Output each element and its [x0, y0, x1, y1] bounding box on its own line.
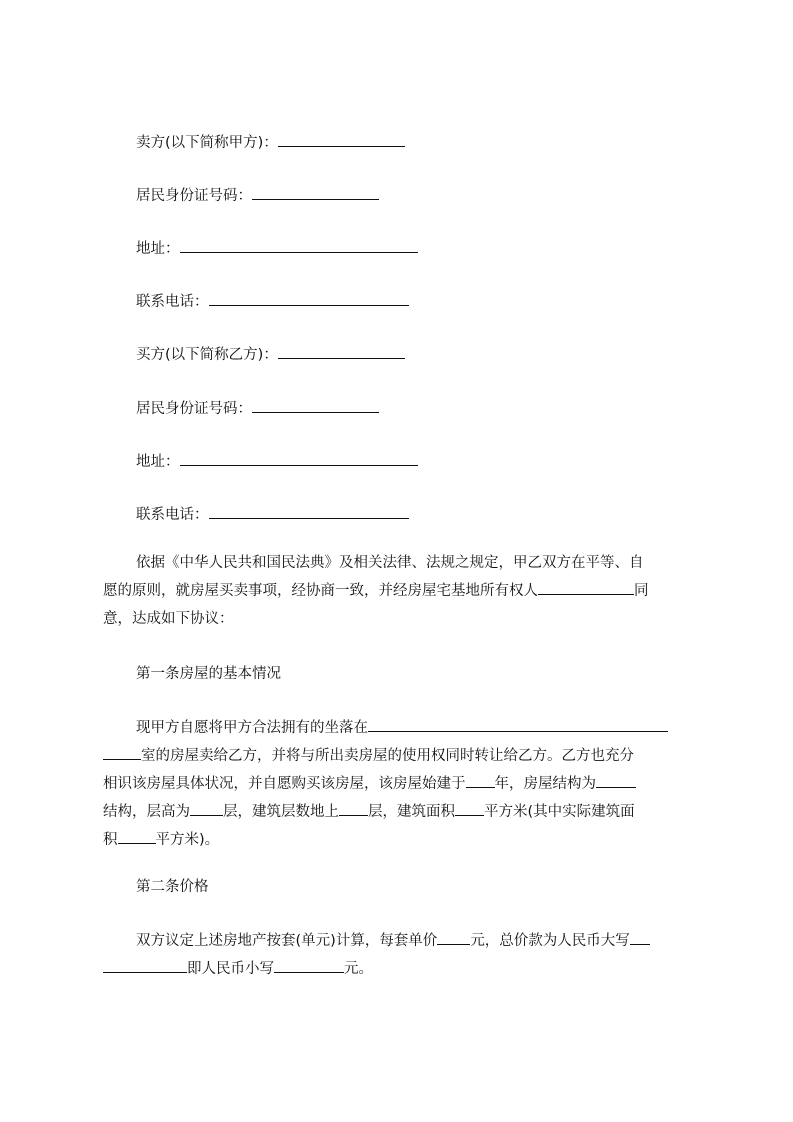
- article1-line-2: [103, 742, 700, 770]
- buyer-address-label: 地址：: [136, 454, 180, 470]
- seller-phone-blank[interactable]: [209, 291, 409, 306]
- seller-id-line: [136, 185, 379, 206]
- buyer-id-blank[interactable]: [252, 398, 379, 413]
- seller-phone-label: 联系电话：: [136, 294, 209, 310]
- price-words-blank[interactable]: [630, 930, 650, 945]
- buyer-id-label: 居民身份证号码：: [136, 401, 252, 417]
- year-built-blank[interactable]: [466, 773, 495, 788]
- price-words-blank-cont[interactable]: [103, 958, 187, 973]
- article1-line-5-a: 积: [103, 832, 118, 848]
- seller-address-label: 地址：: [136, 241, 180, 257]
- article1-line-3-text: 相识该房屋具体状况，并自愿购买该房屋，该房屋始建于: [103, 776, 466, 792]
- intro-line-2-text: 愿的原则，就房屋买卖事项，经协商一致，并经房屋宅基地所有权人: [103, 583, 538, 599]
- article1-line-4-a: 结构，层高为: [103, 804, 190, 820]
- seller-id-blank[interactable]: [252, 185, 379, 200]
- article2-line-2: [103, 955, 700, 983]
- intro-line-3: 意，达成如下协议：: [103, 611, 234, 627]
- article1-title: 第一条房屋的基本情况: [136, 666, 281, 682]
- article2-line-2-c: 元。: [344, 961, 373, 977]
- article1-line-1: [103, 714, 700, 742]
- unit-price-blank[interactable]: [437, 930, 470, 945]
- article1-line-4-d: 平方米(其中实际建筑面: [484, 804, 635, 820]
- location-blank[interactable]: [368, 717, 668, 732]
- intro-line-1: 依据《中华人民共和国民法典》及相关法律、法规之规定，甲乙双方在平等、自: [136, 555, 644, 571]
- article2-line-1-b: 元，总价款为人民币大写: [470, 933, 630, 949]
- intro-paragraph: [103, 549, 700, 633]
- seller-line: [136, 132, 405, 153]
- intro-line-2: [103, 577, 700, 605]
- article1-line-2-text: 室的房屋卖给乙方，并将与所出卖房屋的使用权同时转让给乙方。乙方也充分: [141, 748, 634, 764]
- buyer-phone-line: [136, 504, 409, 525]
- article2-line-1: [103, 927, 700, 955]
- seller-id-label: 居民身份证号码：: [136, 188, 252, 204]
- price-figures-blank[interactable]: [274, 958, 344, 973]
- actual-area-blank[interactable]: [118, 829, 156, 844]
- floor-height-blank[interactable]: [190, 801, 223, 816]
- article1-line-1-text: 现甲方自愿将甲方合法拥有的坐落在: [136, 720, 368, 736]
- buyer-id-line: [136, 398, 379, 419]
- seller-address-blank[interactable]: [180, 238, 418, 253]
- article1-line-5-b: 平方米)。: [155, 832, 220, 848]
- article1-paragraph: [103, 714, 700, 854]
- article1-line-4: [103, 798, 700, 826]
- floor-area-blank[interactable]: [455, 801, 484, 816]
- buyer-blank[interactable]: [278, 344, 405, 359]
- article1-line-3: [103, 770, 700, 798]
- landowner-blank[interactable]: [538, 580, 634, 595]
- article2-line-2-b: 即人民币小写: [187, 961, 274, 977]
- article2-title: 第二条价格: [136, 879, 209, 895]
- buyer-phone-blank[interactable]: [209, 504, 409, 519]
- seller-phone-line: [136, 291, 409, 312]
- seller-label: 卖方(以下简称甲方)：: [136, 135, 278, 151]
- intro-line-2-end: 同: [634, 583, 649, 599]
- structure-blank[interactable]: [596, 773, 636, 788]
- seller-blank[interactable]: [278, 132, 405, 147]
- article1-line-4-b: 层，建筑层数地上: [223, 804, 339, 820]
- room-blank[interactable]: [103, 745, 141, 760]
- article1-line-3-mid: 年，房屋结构为: [494, 776, 596, 792]
- buyer-label: 买方(以下简称乙方)：: [136, 347, 278, 363]
- article2-line-1-a: 双方议定上述房地产按套(单元)计算，每套单价: [136, 933, 438, 949]
- buyer-address-blank[interactable]: [180, 451, 418, 466]
- buyer-address-line: [136, 451, 418, 472]
- buyer-line: [136, 344, 405, 365]
- article1-line-5: [103, 826, 700, 854]
- buyer-phone-label: 联系电话：: [136, 507, 209, 523]
- article2-paragraph: [103, 927, 700, 983]
- floors-above-blank[interactable]: [339, 801, 368, 816]
- seller-address-line: [136, 238, 418, 259]
- article1-line-4-c: 层，建筑面积: [368, 804, 455, 820]
